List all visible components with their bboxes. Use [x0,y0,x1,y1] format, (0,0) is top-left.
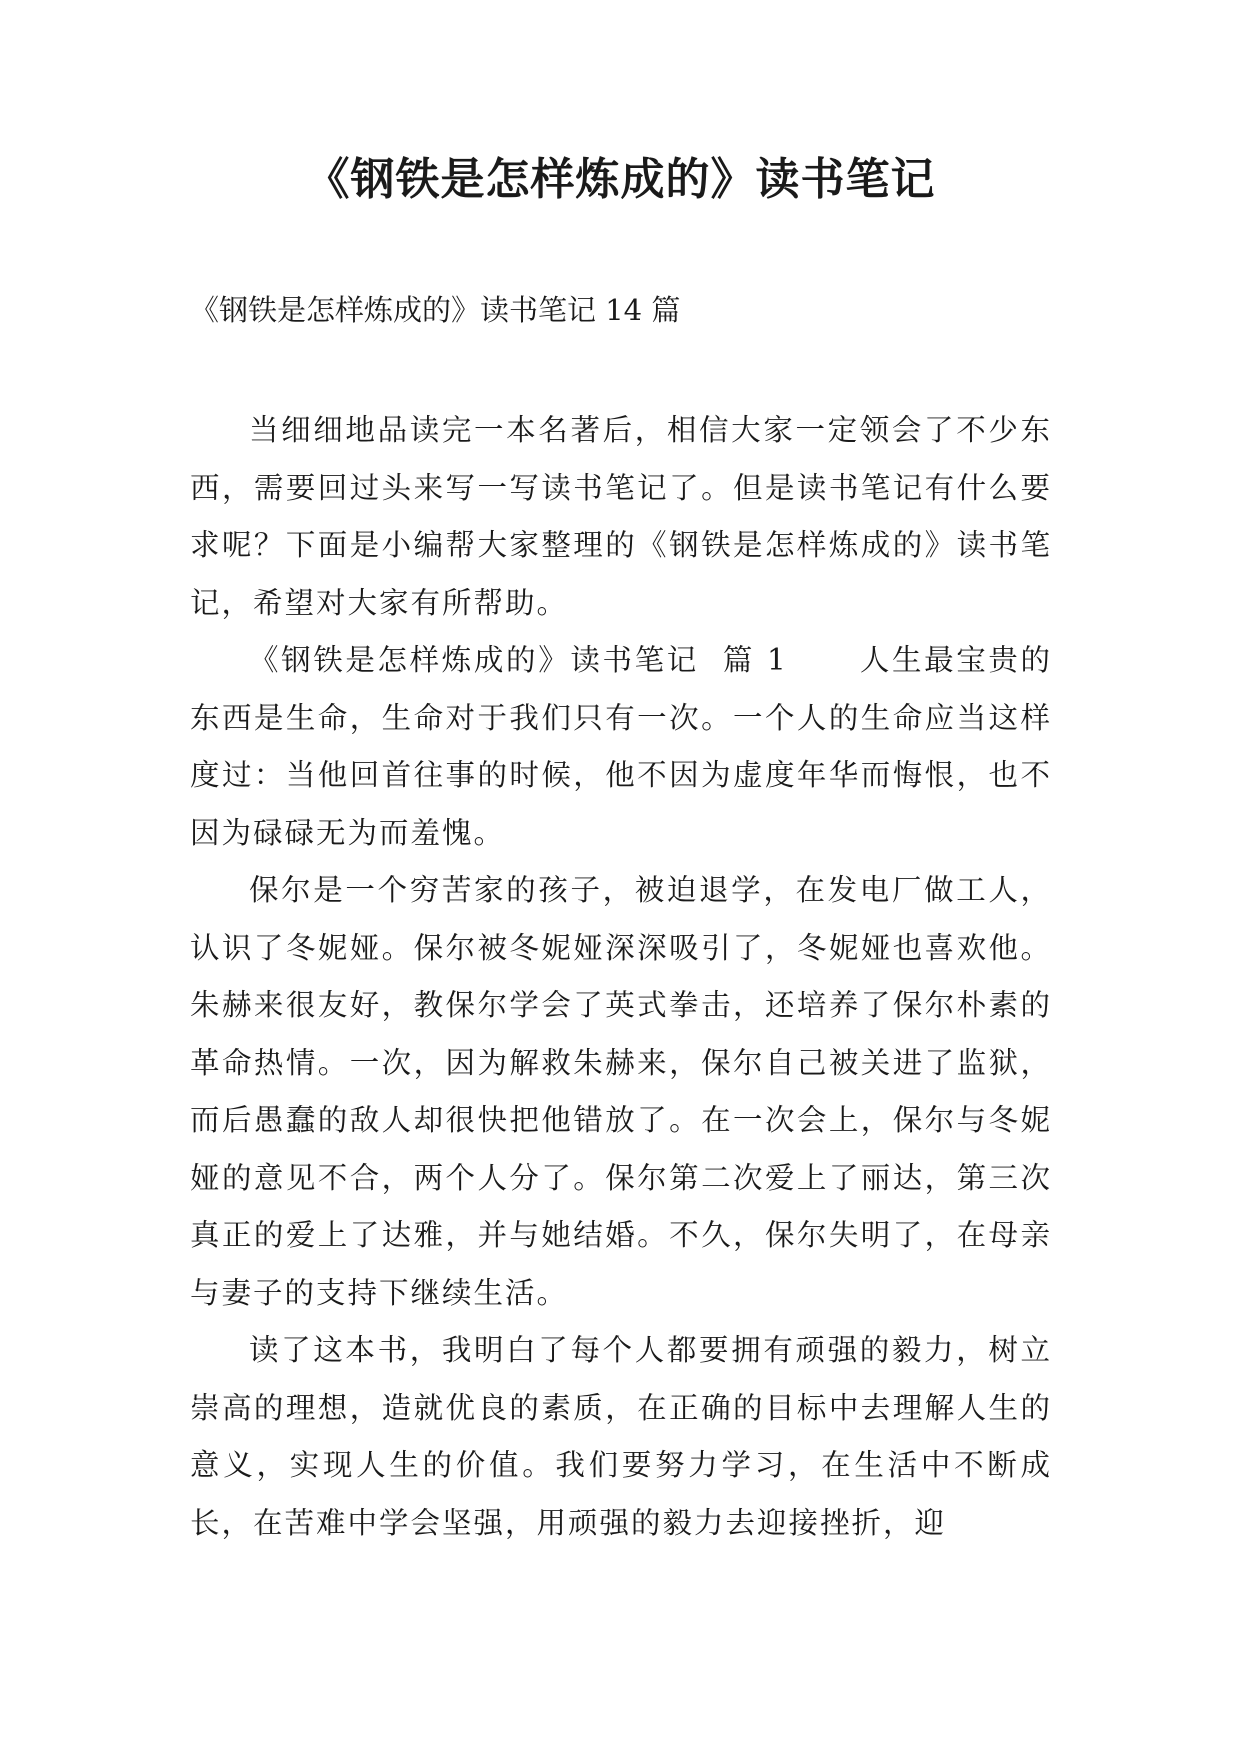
document-subtitle: 《钢铁是怎样炼成的》读书笔记 14 篇 [190,293,681,327]
paragraph-reflection: 读了这本书，我明白了每个人都要拥有顽强的毅力，树立崇高的理想，造就优良的素质，在正确的目标中去理解人生的意义，实现人生的价值。我们要努力学习，在生活中不断成长，在苦难中学会坚强，用顽强的毅力去迎接挫折，迎 [190,1333,1052,1540]
paragraph-intro: 当细细地品读完一本名著后，相信大家一定领会了不少东西，需要回过头来写一写读书笔记了。但是读书笔记有什么要求呢？下面是小编帮大家整理的《钢铁是怎样炼成的》读书笔记，希望对大家有所帮助。 [190,413,1052,620]
paragraph-part-1: 《钢铁是怎样炼成的》读书笔记 篇 1 人生最宝贵的东西是生命，生命对于我们只有一次。一个人的生命应当这样度过：当他回首往事的时候，他不因为虚度年华而悔恨，也不因为碌碌无为而羞愧。 [190,643,1052,850]
document-title: 《钢铁是怎样炼成的》读书笔记 [305,154,936,205]
document-body [190,402,1052,1552]
paragraph-story: 保尔是一个穷苦家的孩子，被迫退学，在发电厂做工人，认识了冬妮娅。保尔被冬妮娅深深吸引了，冬妮娅也喜欢他。朱赫来很友好，教保尔学会了英式拳击，还培养了保尔朴素的革命热情。一次，因为解救朱赫来，保尔自己被关进了监狱，而后愚蠢的敌人却很快把他错放了。在一次会上，保尔与冬妮娅的意见不合，两个人分了。保尔第二次爱上了丽达，第三次真正的爱上了达雅，并与她结婚。不久，保尔失明了，在母亲与妻子的支持下继续生活。 [190,873,1052,1310]
